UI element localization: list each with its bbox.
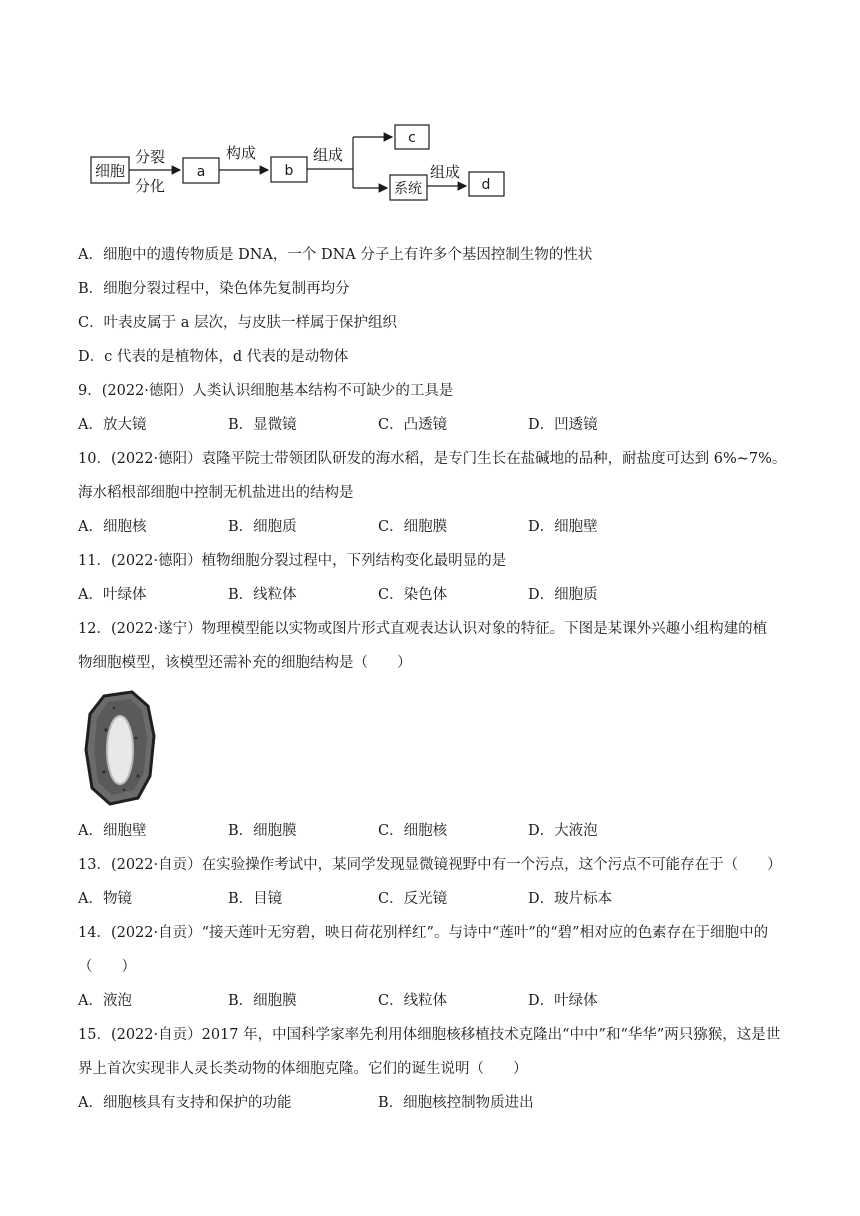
q8-option-b: B．细胞分裂过程中，染色体先复制再均分: [78, 281, 350, 297]
q10-option-c: C．细胞膜: [378, 519, 448, 535]
q11-option-a: A．叶绿体: [78, 587, 147, 603]
system-label: 系统: [394, 181, 422, 197]
q9-option-a: A．放大镜: [78, 417, 147, 433]
cell-hierarchy-diagram: [0, 0, 860, 210]
q10-stem-line1: 10．(2022·德阳）袁隆平院士带领团队研发的海水稻，是专门生长在盐碱地的品种，耐盐度可达到 6%~7%。: [78, 451, 787, 467]
q12-stem-line1: 12．(2022·遂宁）物理模型能以实物或图片形式直观表达认识对象的特征。下图是某课外兴趣小组构建的植: [78, 621, 768, 637]
q13-option-c: C．反光镜: [378, 891, 448, 907]
q8-option-d: D．c 代表的是植物体，d 代表的是动物体: [78, 349, 349, 365]
q9-stem: 9．(2022·德阳）人类认识细胞基本结构不可缺少的工具是: [78, 383, 454, 399]
q10-option-a: A．细胞核: [78, 519, 147, 535]
constitute-label: 构成: [226, 144, 257, 162]
c-label: c: [408, 130, 416, 146]
q14-stem-line2: （ ）: [78, 959, 136, 975]
cell-label: 细胞: [94, 162, 126, 180]
q12-option-a: A．细胞壁: [78, 823, 147, 839]
q10-stem-line2: 海水稻根部细胞中控制无机盐进出的结构是: [78, 485, 354, 501]
q15-stem-line1: 15．(2022·自贡）2017 年，中国科学家率先利用体细胞核移植技术克隆出“中中”和“华华”两只猕猴，这是世: [78, 1027, 781, 1043]
q15-option-a: A．细胞核具有支持和保护的功能: [78, 1095, 292, 1111]
q14-option-c: C．线粒体: [378, 993, 448, 1009]
q14-stem-line1: 14．(2022·自贡）“接天莲叶无穷碧，映日荷花别样红”。与诗中“莲叶”的“碧”相对应的色素存在于细胞中的: [78, 925, 769, 941]
q13-option-a: A．物镜: [78, 891, 132, 907]
q9-option-d: D．凹透镜: [528, 417, 598, 433]
q8-option-a: A．细胞中的遗传物质是 DNA，一个 DNA 分子上有许多个基因控制生物的性状: [78, 247, 593, 263]
differentiate-label: 分化: [135, 177, 166, 195]
plant-cell-model-image: [84, 690, 156, 806]
q10-option-d: D．细胞壁: [528, 519, 598, 535]
q11-option-b: B．线粒体: [228, 587, 297, 603]
q11-stem: 11．(2022·德阳）植物细胞分裂过程中，下列结构变化最明显的是: [78, 553, 507, 569]
q8-option-c: C．叶表皮属于 a 层次，与皮肤一样属于保护组织: [78, 315, 397, 331]
q11-option-c: C．染色体: [378, 587, 448, 603]
q12-option-c: C．细胞核: [378, 823, 448, 839]
q13-stem: 13．(2022·自贡）在实验操作考试中，某同学发现显微镜视野中有一个污点，这个污点不可能存在于（ ）: [78, 857, 782, 873]
q9-option-c: C．凸透镜: [378, 417, 448, 433]
d-label: d: [481, 177, 491, 193]
q13-option-b: B．目镜: [228, 891, 283, 907]
q12-stem-line2: 物细胞模型，该模型还需补充的细胞结构是（ ）: [78, 655, 412, 671]
compose-label-2: 组成: [430, 163, 461, 181]
q14-option-b: B．细胞膜: [228, 993, 297, 1009]
q11-option-d: D．细胞质: [528, 587, 598, 603]
a-label: a: [196, 164, 206, 180]
q10-option-b: B．细胞质: [228, 519, 297, 535]
q15-stem-line2: 界上首次实现非人灵长类动物的体细胞克隆。它们的诞生说明（ ）: [78, 1061, 528, 1077]
q15-option-b: B．细胞核控制物质进出: [378, 1095, 534, 1111]
q14-option-a: A．液泡: [78, 993, 132, 1009]
q13-option-d: D．玻片标本: [528, 891, 613, 907]
q14-option-d: D．叶绿体: [528, 993, 598, 1009]
q12-option-b: B．细胞膜: [228, 823, 297, 839]
split-label: 分裂: [135, 148, 166, 166]
compose-label-1: 组成: [313, 146, 344, 164]
q12-option-d: D．大液泡: [528, 823, 598, 839]
q9-option-b: B．显微镜: [228, 417, 297, 433]
b-label: b: [284, 163, 294, 179]
